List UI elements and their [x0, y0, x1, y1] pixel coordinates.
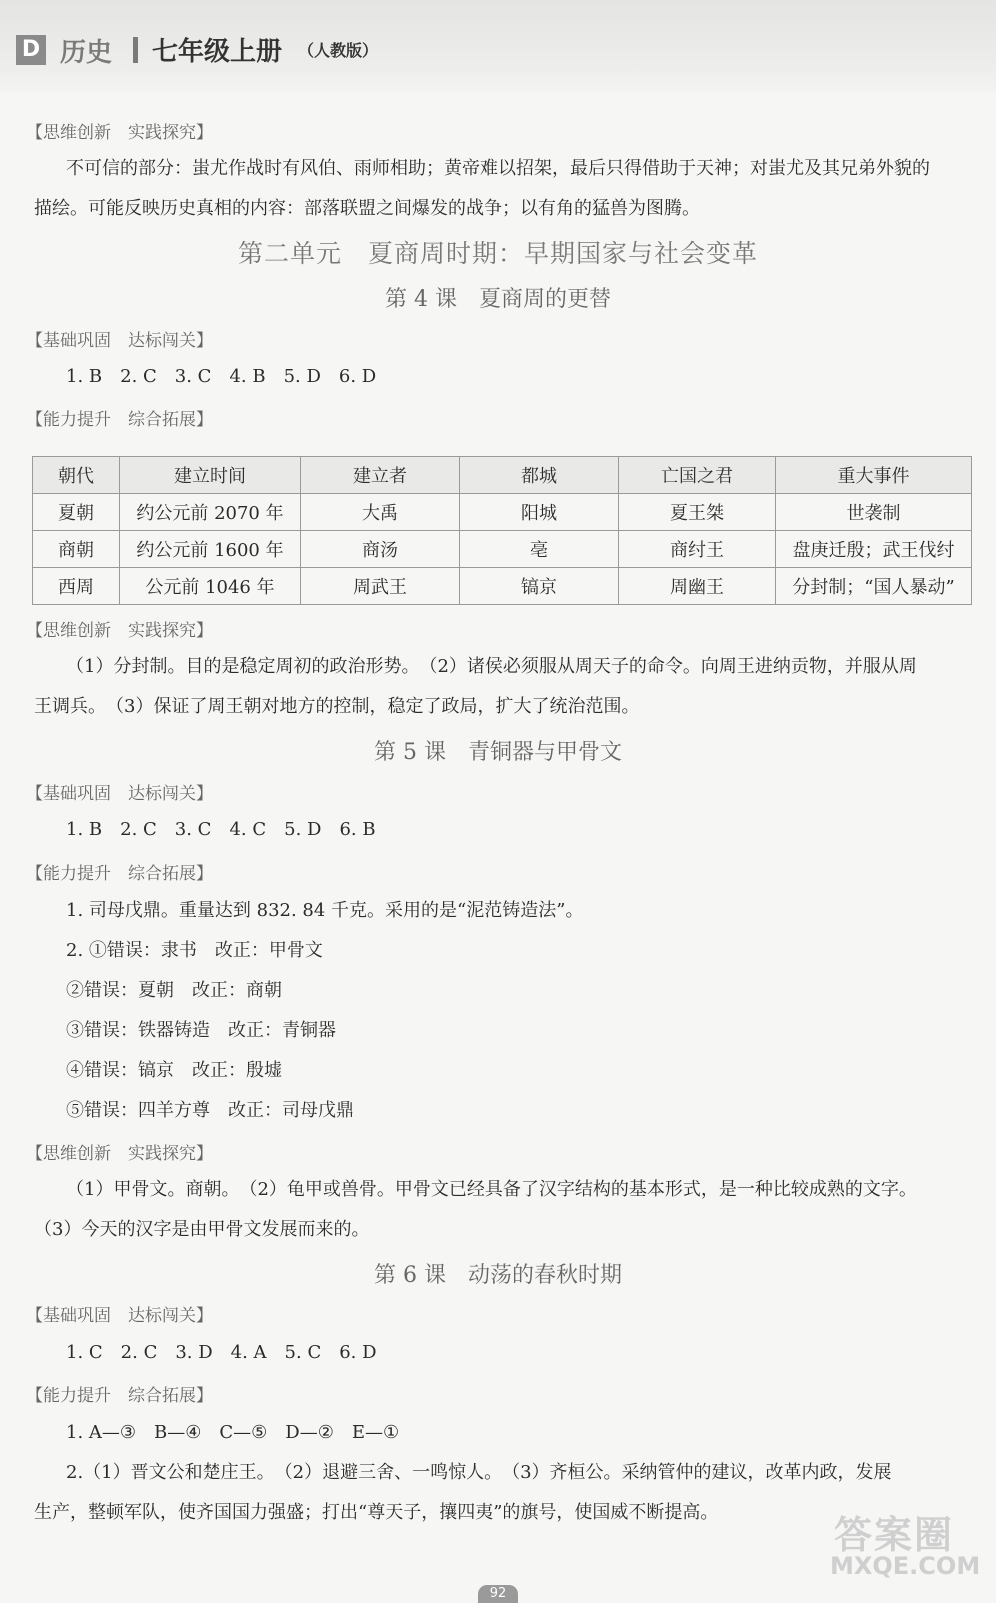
- table-header-row: [33, 457, 972, 494]
- section-label-ability: 【能力提升 综合拓展】: [26, 1386, 213, 1406]
- watermark-text: 答案圈: [834, 1513, 955, 1557]
- choice-answers: 1. C 2. C 3. D 4. A 5. C 6. D: [66, 1342, 377, 1363]
- table-header-cell: 建立时间: [120, 457, 301, 494]
- watermark-url: MXQE.COM: [830, 1552, 981, 1580]
- section-label-think: 【思维创新 实践探究】: [26, 621, 213, 641]
- page-number: 92: [478, 1585, 518, 1603]
- answer-line: ③错误：铁器铸造 改正：青铜器: [66, 1020, 336, 1041]
- table-header-cell: 朝代: [33, 457, 120, 494]
- table-cell: 约公元前 2070 年: [120, 494, 301, 531]
- section-label-think: 【思维创新 实践探究】: [26, 1144, 213, 1164]
- table-cell: 周武王: [301, 568, 460, 605]
- table-header-cell: 都城: [460, 457, 619, 494]
- paragraph-line: 王调兵。 （3）保证了周王朝对地方的控制，稳定了政局，扩大了统治范围。: [34, 696, 640, 717]
- table-cell: 夏朝: [33, 494, 120, 531]
- choice-answers: 1. B 2. C 3. C 4. B 5. D 6. D: [66, 366, 377, 387]
- lesson-title: 第 5 课 青铜器与甲骨文: [374, 740, 622, 765]
- table-cell: 盘庚迁殷；武王伐纣: [776, 531, 972, 568]
- header-divider: [133, 37, 138, 63]
- table-cell: 世袭制: [776, 494, 972, 531]
- table-cell: 商朝: [33, 531, 120, 568]
- unit-title: 第二单元 夏商周时期：早期国家与社会变革: [237, 239, 758, 268]
- answer-line: 2.（1）晋文公和楚庄王。 （2）退避三舍、一鸣惊人。 （3）齐桓公。采纳管仲的建议，改革内政，发展: [66, 1462, 892, 1483]
- paragraph-line: （1）分封制。目的是稳定周初的政治形势。 （2）诸侯必须服从周天子的命令。向周王进纳贡物，并服从周: [66, 656, 917, 677]
- section-label-basic: 【基础巩固 达标闯关】: [26, 1306, 213, 1326]
- table-header-cell: 亡国之君: [619, 457, 776, 494]
- table-cell: 商汤: [301, 531, 460, 568]
- subject-title: 历史: [60, 38, 113, 68]
- answer-line: ⑤错误：四羊方尊 改正：司母戊鼎: [66, 1100, 354, 1121]
- paragraph-line: 描绘。可能反映历史真相的内容：部落联盟之间爆发的战争；以有角的猛兽为图腾。: [34, 198, 700, 219]
- page-header: [0, 0, 996, 92]
- paragraph-line: （1）甲骨文。商朝。 （2）龟甲或兽骨。甲骨文已经具备了汉字结构的基本形式，是一种比较成熟的文字。: [66, 1179, 917, 1200]
- table-header-cell: 建立者: [301, 457, 460, 494]
- watermark-logo: [830, 1500, 990, 1600]
- table-cell: 周幽王: [619, 568, 776, 605]
- section-label-basic: 【基础巩固 达标闯关】: [26, 784, 213, 804]
- choice-answers: 1. B 2. C 3. C 4. C 5. D 6. B: [66, 819, 376, 840]
- answer-line: 1. 司母戊鼎。重量达到 832. 84 千克。采用的是“泥范铸造法”。: [66, 900, 584, 921]
- table-row: [33, 494, 972, 531]
- section-label-ability: 【能力提升 综合拓展】: [26, 410, 213, 430]
- section-label-think: 【思维创新 实践探究】: [26, 123, 213, 143]
- answer-line: 2. ①错误：隶书 改正：甲骨文: [66, 940, 323, 961]
- table-cell: 大禹: [301, 494, 460, 531]
- table-row: [33, 531, 972, 568]
- lesson-title: 第 4 课 夏商周的更替: [385, 287, 611, 312]
- table-row: [33, 568, 972, 605]
- paragraph-line: 不可信的部分：蚩尤作战时有风伯、雨师相助；黄帝难以招架，最后只得借助于天神；对蚩尤及其兄弟外貌的: [66, 158, 930, 179]
- table-cell: 公元前 1046 年: [120, 568, 301, 605]
- dynasty-table: [32, 456, 972, 605]
- table-cell: 夏王桀: [619, 494, 776, 531]
- table-cell: 西周: [33, 568, 120, 605]
- series-badge: D: [16, 35, 46, 65]
- table-cell: 约公元前 1600 年: [120, 531, 301, 568]
- section-label-basic: 【基础巩固 达标闯关】: [26, 331, 213, 351]
- answer-line: 1. A—③ B—④ C—⑤ D—② E—①: [66, 1422, 400, 1443]
- answer-line: 生产，整顿军队，使齐国国力强盛；打出“尊天子，攘四夷”的旗号，使国威不断提高。: [34, 1502, 719, 1523]
- table-cell: 商纣王: [619, 531, 776, 568]
- table-cell: 镐京: [460, 568, 619, 605]
- table-cell: 分封制；“国人暴动”: [776, 568, 972, 605]
- edition-label: （人教版）: [298, 41, 379, 60]
- table-header-cell: 重大事件: [776, 457, 972, 494]
- paragraph-line: （3）今天的汉字是由甲骨文发展而来的。: [34, 1219, 370, 1240]
- section-label-ability: 【能力提升 综合拓展】: [26, 864, 213, 884]
- table-cell: 亳: [460, 531, 619, 568]
- answer-line: ②错误：夏朝 改正：商朝: [66, 980, 282, 1001]
- lesson-title: 第 6 课 动荡的春秋时期: [374, 1263, 622, 1288]
- table-cell: 阳城: [460, 494, 619, 531]
- answer-line: ④错误：镐京 改正：殷墟: [66, 1060, 282, 1081]
- grade-title: 七年级上册: [152, 37, 283, 67]
